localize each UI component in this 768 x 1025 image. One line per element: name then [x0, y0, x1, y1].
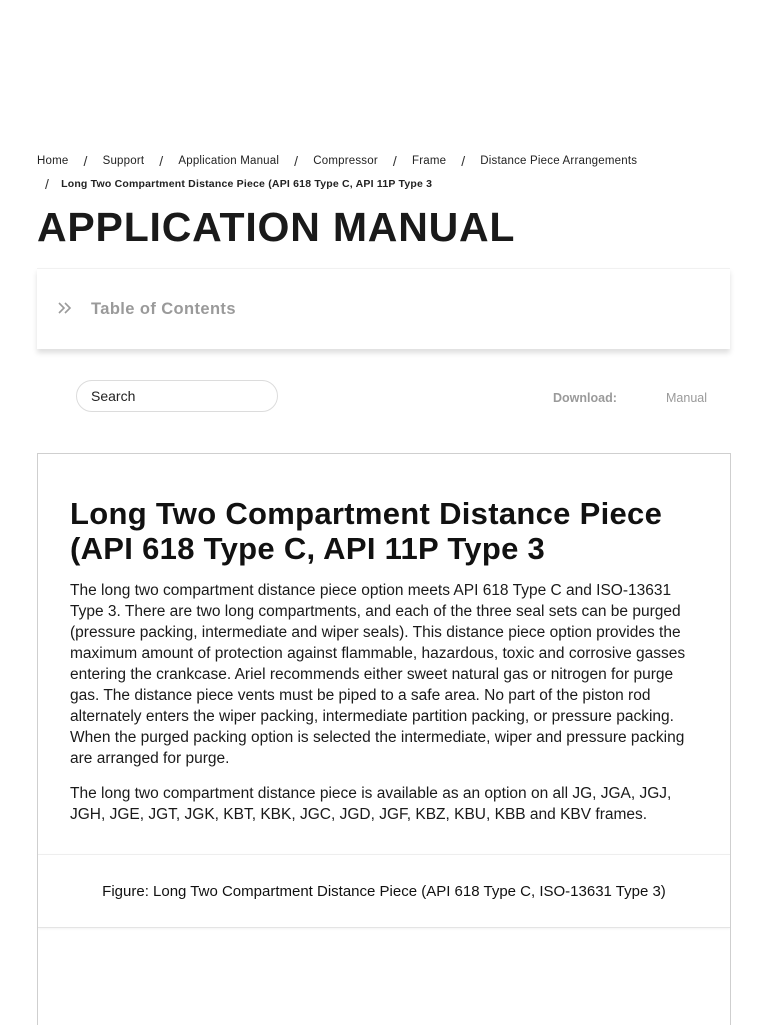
figure-caption: Figure: Long Two Compartment Distance Piece (API 618 Type C, ISO-13631 Type 3) — [102, 882, 666, 900]
breadcrumb — [37, 150, 737, 196]
breadcrumb-home[interactable]: Home — [37, 155, 69, 167]
breadcrumb-separator: / — [392, 153, 397, 169]
breadcrumb-separator: / — [83, 153, 88, 169]
content-body — [70, 496, 704, 825]
content-paragraph: The long two compartment distance piece option meets API 618 Type C and ISO-13631 Type 3. There are two long compartments, and each of the three seal sets can be purged (pressure packing, intermediate and wiper seals). This distance piece option provides the maximum amount of protection against flammable, hazardous, toxic and corrosive gasses entering the crankcase. Ariel recommends either sweet natural gas or nitrogen for purge gas. The distance piece vents must be piped to a safe area. No part of the piston rod alternately enters the wiper packing, intermediate partition packing, or pressure packing. When the purged packing option is selected the intermediate, wiper and pressure packing are arranged for purge. — [70, 582, 686, 767]
table-of-contents-toggle[interactable] — [37, 268, 730, 349]
double-chevron-right-icon — [57, 299, 75, 319]
content-paragraph: The long two compartment distance piece is available as an option on all JG, JGA, JGJ, JGH, JGE, JGT, JGK, KBT, KBK, JGC, JGD, JGF, KBZ, KBU, KBB and KBV frames. — [70, 785, 672, 823]
page-title: APPLICATION MANUAL — [37, 204, 516, 250]
breadcrumb-compressor[interactable]: Compressor — [313, 155, 378, 167]
breadcrumb-separator: / — [159, 153, 164, 169]
download-manual-link[interactable]: Manual — [666, 391, 707, 405]
breadcrumb-application-manual[interactable]: Application Manual — [178, 155, 280, 167]
breadcrumb-row-1 — [37, 150, 737, 173]
breadcrumb-distance-piece-arrangements[interactable]: Distance Piece Arrangements — [480, 155, 638, 167]
breadcrumb-separator: / — [461, 153, 466, 169]
table-of-contents-label: Table of Contents — [91, 299, 236, 318]
breadcrumb-separator: / — [45, 176, 50, 192]
search-input[interactable] — [76, 380, 278, 412]
breadcrumb-frame[interactable]: Frame — [411, 155, 447, 167]
content-card — [37, 453, 731, 1025]
content-heading: Long Two Compartment Distance Piece (API 618 Type C, API 11P Type 3 — [70, 496, 663, 566]
breadcrumb-support[interactable]: Support — [102, 155, 145, 167]
breadcrumb-separator: / — [294, 153, 299, 169]
figure-caption-box — [38, 854, 730, 928]
breadcrumb-row-2 — [37, 173, 737, 196]
download-label: Download: — [553, 391, 617, 405]
breadcrumb-current: Long Two Compartment Distance Piece (API 618 Type C, API 11P Type 3 — [61, 178, 433, 190]
